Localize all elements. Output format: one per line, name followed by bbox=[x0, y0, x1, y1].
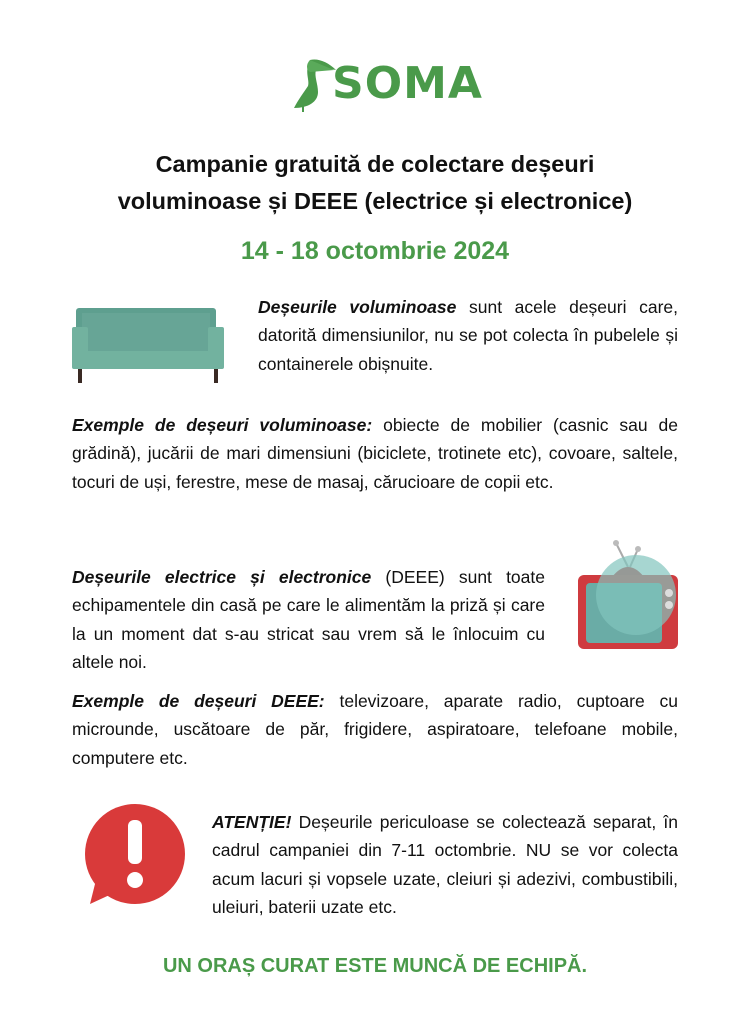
weee-examples-label: Exemple de deșeuri DEEE: bbox=[72, 691, 325, 711]
sofa-icon bbox=[72, 305, 224, 385]
bulky-term: Deșeurile voluminoase bbox=[258, 297, 457, 317]
weee-definition bbox=[72, 563, 545, 676]
tv-icon bbox=[576, 535, 682, 653]
exclamation-icon bbox=[82, 804, 188, 908]
campaign-date: 14 - 18 octombrie 2024 bbox=[240, 237, 510, 265]
title-line-1: Campanie gratuită de colectare deșeuri bbox=[155, 151, 595, 177]
soma-logo bbox=[288, 56, 483, 116]
bulky-examples-label: Exemple de deșeuri voluminoase: bbox=[72, 415, 373, 435]
warning-text bbox=[212, 808, 678, 921]
logo-text: SOMA bbox=[332, 58, 483, 109]
pelican-icon bbox=[288, 56, 338, 114]
title-line-2: voluminoase și DEEE (electrice și electronice) bbox=[117, 188, 633, 214]
weee-text: (DEEE) sunt toate echipamentele din casă pe care le alimentăm la priză și care la un moment dat s-au stricat sau vrem să le înlocuim cu altele noi. bbox=[72, 567, 545, 672]
bulky-text: sunt acele deșeuri care, datorită dimensiunilor, nu se pot colecta în pubelele și containerele obișnuite. bbox=[258, 297, 678, 374]
weee-examples-text: televizoare, aparate radio, cuptoare cu microunde, uscătoare de păr, frigidere, aspiratoare, telefoane mobile, computere etc. bbox=[72, 691, 678, 768]
bulky-examples-text: obiecte de mobilier (casnic sau de grădină), jucării de mari dimensiuni (biciclete, trotinete etc), covoare, saltele, tocuri de uși, ferestre, mese de masaj, cărucioare de copii etc. bbox=[72, 415, 678, 492]
weee-term: Deșeurile electrice și electronice bbox=[72, 567, 372, 587]
page-title bbox=[40, 146, 710, 220]
warning-label: ATENȚIE! bbox=[212, 812, 292, 832]
bulky-examples bbox=[72, 411, 678, 496]
footer-slogan: UN ORAȘ CURAT ESTE MUNCĂ DE ECHIPĂ. bbox=[162, 955, 588, 977]
bulky-definition bbox=[258, 293, 678, 378]
warning-body: Deșeurile periculoase se colectează separat, în cadrul campaniei din 7-11 octombrie. NU se vor colecta acum lacuri și vopsele uzate, cleiuri și adezivi, combustibili, uleiuri, baterii uzate etc. bbox=[212, 812, 678, 917]
weee-examples bbox=[72, 687, 678, 772]
